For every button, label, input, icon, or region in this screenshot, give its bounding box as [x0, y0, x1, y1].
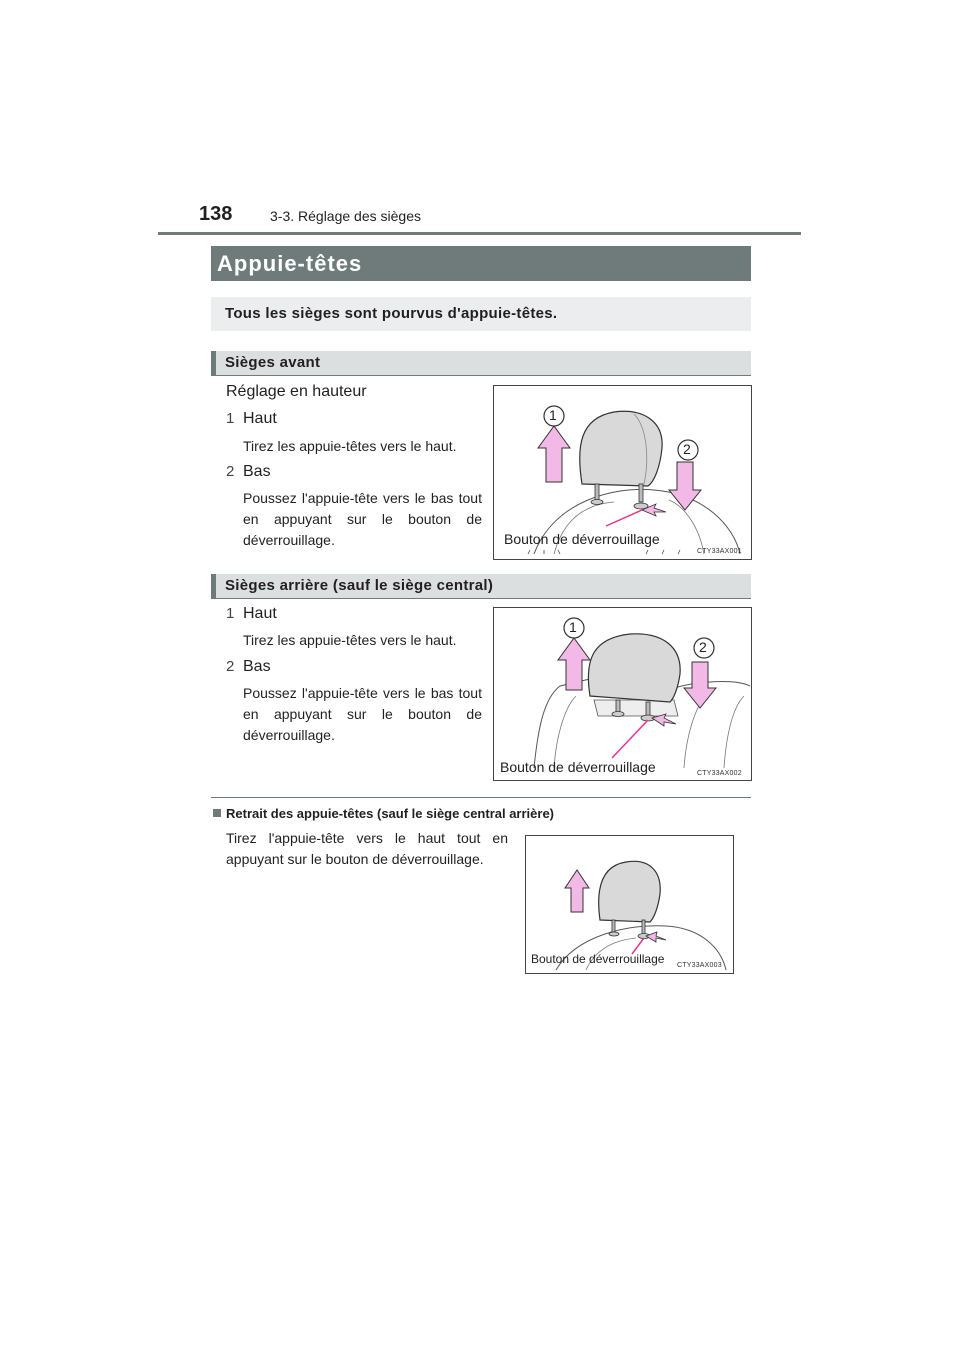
front-step2-label: Bas — [243, 463, 271, 480]
rear-figure-code: CTY33AX002 — [697, 770, 742, 777]
front-figure-code: CTY33AX001 — [697, 548, 742, 555]
front-seats-heading-text: Sièges avant — [225, 354, 321, 371]
intro-box — [211, 297, 751, 331]
front-headrest-illustration — [493, 385, 752, 560]
rear-step1-label: Haut — [243, 605, 277, 622]
height-adjust-subtitle: Réglage en hauteur — [226, 383, 367, 400]
front-callout-2: 2 — [683, 441, 691, 457]
page-title: Appuie-têtes — [217, 251, 363, 276]
front-step1-number: 1 — [226, 410, 235, 427]
front-release-button-caption: Bouton de déverrouillage — [504, 531, 660, 547]
front-step2-number: 2 — [226, 463, 235, 480]
removal-illustration — [525, 835, 734, 974]
rear-step2-text: Poussez l'appuie-tête vers le bas tout en appuyant sur le bouton de déverrouillage. — [243, 685, 482, 743]
front-step1-label: Haut — [243, 410, 277, 427]
rear-seats-heading-text: Sièges arrière (sauf le siège central) — [225, 577, 494, 594]
removal-heading — [213, 806, 554, 821]
front-callout-1: 1 — [549, 407, 557, 423]
intro-text: Tous les sièges sont pourvus d'appuie-têtes. — [225, 305, 558, 322]
rear-seats-heading — [211, 574, 751, 599]
rear-step1-number: 1 — [226, 605, 235, 622]
rear-step2-number: 2 — [226, 658, 235, 675]
chapter-title: 3-3. Réglage des sièges — [270, 208, 421, 224]
subsection-divider — [211, 797, 751, 798]
front-step1-text: Tirez les appuie-têtes vers le haut. — [243, 438, 457, 454]
rear-callout-1: 1 — [569, 619, 577, 635]
front-seats-heading — [211, 351, 751, 376]
rear-callout-2: 2 — [699, 639, 707, 655]
rear-headrest-drawing — [494, 608, 751, 780]
page-number: 138 — [199, 203, 233, 225]
header-divider — [158, 232, 801, 235]
front-step2-text: Poussez l'appuie-tête vers le bas tout en appuyant sur le bouton de déverrouillage. — [243, 490, 482, 548]
section-title-bar — [211, 246, 751, 281]
rear-release-button-caption: Bouton de déverrouillage — [500, 759, 656, 775]
square-bullet-icon — [213, 809, 221, 817]
removal-figure-code: CTY33AX003 — [677, 962, 722, 969]
rear-step1-text: Tirez les appuie-têtes vers le haut. — [243, 632, 457, 648]
rear-step2-label: Bas — [243, 658, 271, 675]
removal-text: Tirez l'appuie-tête vers le haut tout en appuyant sur le bouton de déverrouillage. — [226, 830, 508, 867]
rear-headrest-illustration — [493, 607, 752, 781]
removal-heading-text: Retrait des appuie-têtes (sauf le siège central arrière) — [226, 806, 555, 821]
removal-release-button-caption: Bouton de déverrouillage — [531, 952, 665, 966]
